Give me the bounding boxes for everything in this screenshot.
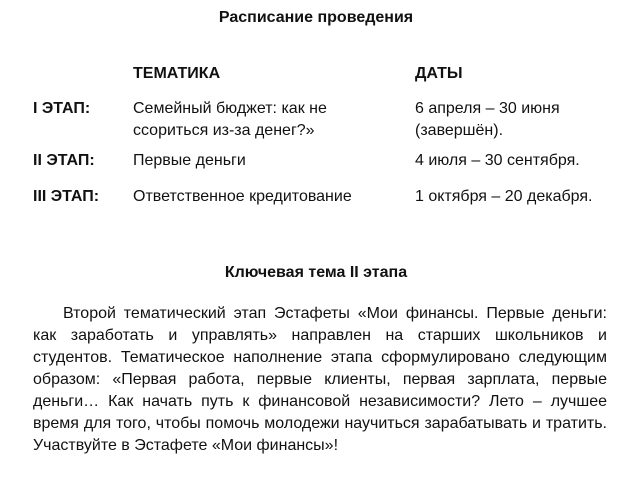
- stage-topic: Семейный бюджет: как не ссориться из-за денег?»: [133, 100, 327, 139]
- stage-dates: 1 октября – 20 декабря.: [415, 188, 593, 205]
- stage-label: II ЭТАП:: [33, 152, 95, 169]
- stage-topic: Ответственное кредитование: [133, 188, 352, 205]
- stage-label: III ЭТАП:: [33, 188, 100, 205]
- stage-dates: 4 июля – 30 сентября.: [415, 152, 580, 169]
- stage-label: I ЭТАП:: [33, 100, 91, 117]
- key-topic-title: Ключевая тема II этапа: [224, 264, 408, 281]
- stage-topic: Первые деньги: [133, 152, 246, 169]
- schedule-title: Расписание проведения: [218, 9, 414, 26]
- key-topic-paragraph: Второй тематический этап Эстафеты «Мои финансы. Первые деньги: как заработать и управлять» направлен на старших школьников и студентов. Тематическое наполнение этапа сформулировано следующим образом: «Первая работа, первые клиенты, первая зарплата, первые деньги… Как начать путь к финансовой независимости? Лето – лучшее время для того, чтобы помочь молодежи научиться зарабатывать и тратить. Участвуйте в Эстафете «Мои финансы»!: [33, 305, 607, 454]
- topic-column-header: ТЕМАТИКА: [133, 65, 221, 82]
- stage-dates: 6 апреля – 30 июня (завершён).: [415, 100, 560, 139]
- dates-column-header: ДАТЫ: [415, 65, 463, 82]
